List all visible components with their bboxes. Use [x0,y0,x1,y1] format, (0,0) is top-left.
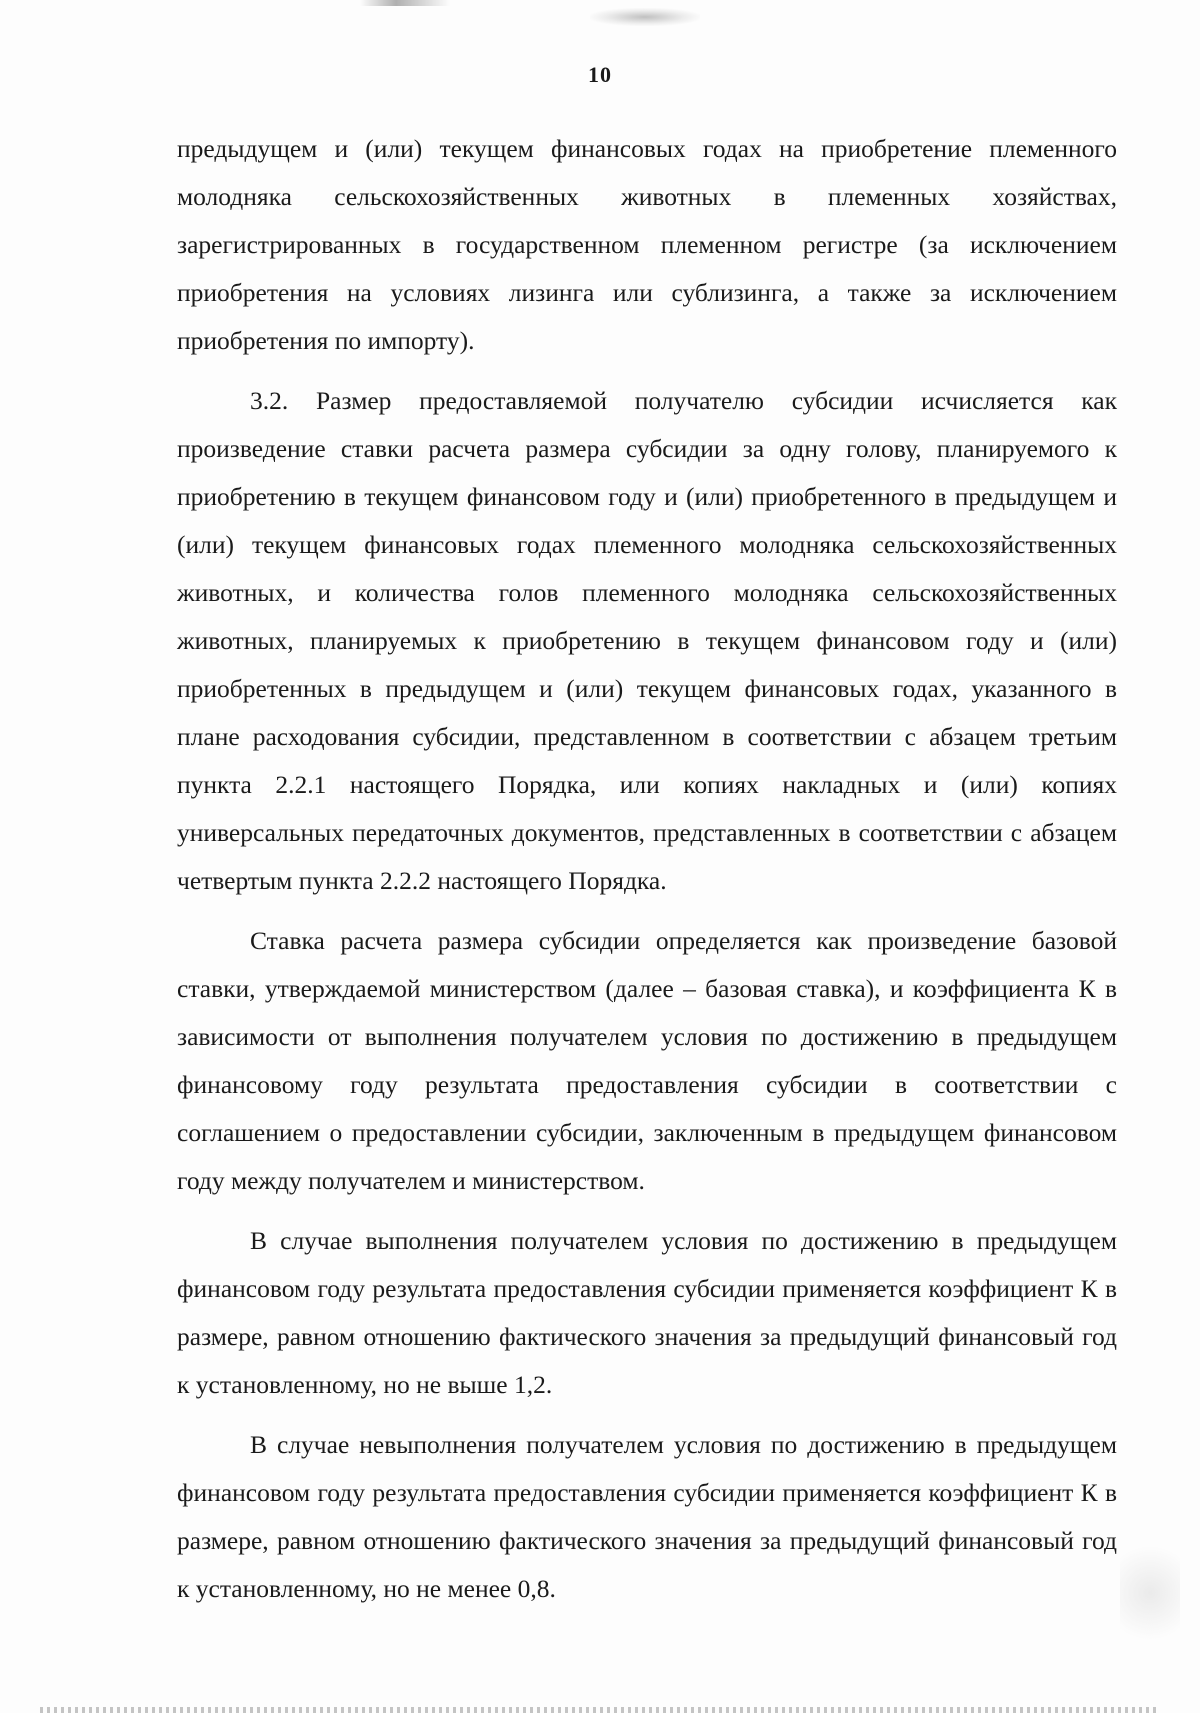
paragraph-fulfilled-condition: В случае выполнения получателем условия по достижению в предыдущем финансовом году результата предоставления субсидии применяется коэффициент К в размере, равном отношению фактического значения за предыдущий финансовый год к установленному, но не выше 1,2. [177,1226,1117,1399]
paragraph-3-2: 3.2. Размер предоставляемой получателю субсидии исчисляется как произведение ставки расчета размера субсидии за одну голову, планируемого к приобретению в текущем финансовом году и (или) приобретенного в предыдущем и (или) текущем финансовых годах племенного молодняка сельскохозяйственных животных, и количества голов племенного молодняка сельскохозяйственных животных, планируемых к приобретению в текущем финансовом году и (или) приобретенных в предыдущем и (или) текущем финансовых годах, указанного в плане расходования субсидии, представленном в соответствии с абзацем третьим пункта 2.2.1 настоящего Порядка, или копиях накладных и (или) копиях универсальных передаточных документов, представленных в соответствии с абзацем четвертым пункта 2.2.2 настоящего Порядка. [177,386,1117,895]
document-body [177,125,1117,1613]
paragraph-unfulfilled-condition: В случае невыполнения получателем условия по достижению в предыдущем финансовом году результата предоставления субсидии применяется коэффициент К в размере, равном отношению фактического значения за предыдущий финансовый год к установленному, но не менее 0,8. [177,1430,1117,1603]
scan-artifact [360,0,450,6]
page-number: 10 [588,62,612,87]
paragraph-rate-definition: Ставка расчета размера субсидии определяется как произведение базовой ставки, утверждаемой министерством (далее – базовая ставка), и коэффициента К в зависимости от выполнения получателем условия по достижению в предыдущем финансовому году результата предоставления субсидии в соответствии с соглашением о предоставлении субсидии, заключенным в предыдущем финансовом году между получателем и министерством. [177,926,1117,1195]
scan-artifact [1120,1533,1180,1653]
scan-artifact [590,8,700,26]
paragraph-continuation: предыдущем и (или) текущем финансовых годах на приобретение племенного молодняка сельскохозяйственных животных в племенных хозяйствах, зарегистрированных в государственном племенном регистре (за исключением приобретения на условиях лизинга или сублизинга, а также за исключением приобретения по импорту). [177,134,1117,355]
scan-edge [40,1707,1160,1713]
